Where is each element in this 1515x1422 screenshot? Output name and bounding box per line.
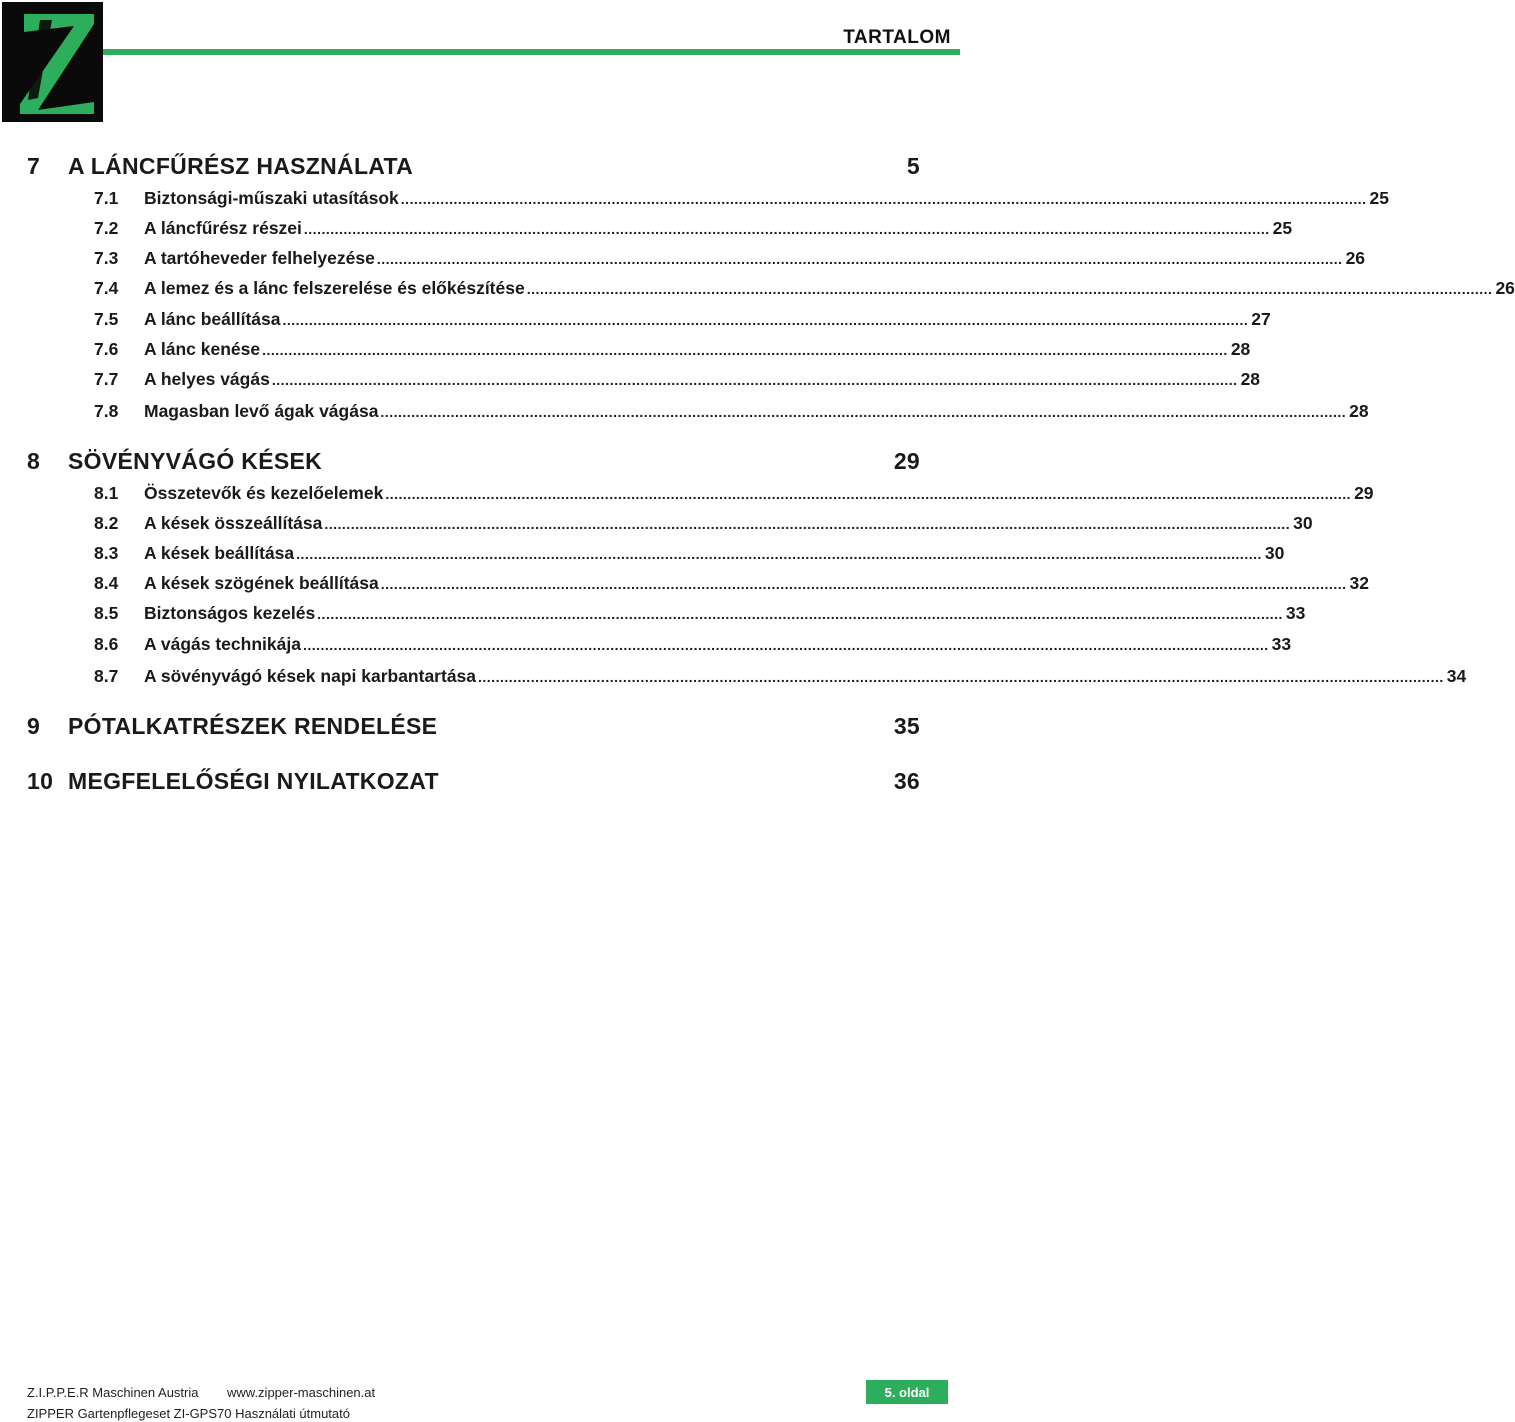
entry-number: 8.5 bbox=[94, 603, 119, 623]
entry-page: 27 bbox=[1251, 309, 1271, 329]
toc-entry[interactable] bbox=[94, 248, 1366, 272]
toc-entry[interactable] bbox=[94, 401, 1369, 425]
entry-title: A lemez és a lánc felszerelése és előkészítése bbox=[144, 278, 525, 298]
toc-entry[interactable] bbox=[94, 666, 1467, 690]
toc-chapter[interactable] bbox=[27, 713, 920, 743]
entry-page: 25 bbox=[1369, 188, 1389, 208]
footer-company: Z.I.P.P.E.R Maschinen Austria bbox=[27, 1385, 199, 1400]
entry-title: A lánc kenése bbox=[144, 339, 261, 359]
zipper-z-logo-icon bbox=[2, 2, 103, 122]
entry-title: Biztonsági-műszaki utasítások bbox=[144, 188, 399, 208]
toc-entry[interactable] bbox=[94, 573, 1369, 597]
entry-page: 33 bbox=[1271, 634, 1292, 654]
dot-leader: ............................................................................................................................................................................................................................ bbox=[317, 606, 1283, 622]
entry-number: 8.1 bbox=[94, 483, 119, 503]
entry-title: Biztonságos kezelés bbox=[144, 603, 316, 623]
entry-page: 30 bbox=[1264, 543, 1285, 563]
entry-title: A kések szögének beállítása bbox=[144, 573, 379, 593]
entry-number: 8.3 bbox=[94, 543, 119, 563]
toc-entry[interactable] bbox=[94, 188, 1389, 212]
entry-page: 29 bbox=[1354, 483, 1374, 503]
chapter-number: 7 bbox=[27, 153, 41, 179]
page-title: TARTALOM bbox=[843, 27, 951, 48]
toc-chapter[interactable] bbox=[27, 448, 920, 478]
toc-entry[interactable] bbox=[94, 483, 1374, 507]
chapter-title: SÖVÉNYVÁGÓ KÉSEK bbox=[68, 448, 323, 474]
entry-page: 26 bbox=[1345, 248, 1366, 268]
entry-page: 28 bbox=[1349, 401, 1369, 421]
chapter-title: MEGFELELŐSÉGI NYILATKOZAT bbox=[68, 768, 439, 794]
chapter-number: 10 bbox=[27, 768, 54, 794]
dot-leader: ............................................................................................................................................................................................................................ bbox=[376, 251, 1343, 267]
chapter-page: 36 bbox=[893, 768, 920, 794]
toc-entry[interactable] bbox=[94, 634, 1292, 658]
entry-page: 26 bbox=[1495, 278, 1515, 298]
dot-leader: ............................................................................................................................................................................................................................ bbox=[380, 576, 1347, 592]
entry-page: 32 bbox=[1349, 573, 1369, 593]
dot-leader: ............................................................................................................................................................................................................................ bbox=[296, 546, 1262, 562]
entry-number: 7.5 bbox=[94, 309, 119, 329]
dot-leader: ............................................................................................................................................................................................................................ bbox=[380, 404, 1347, 420]
entry-number: 7.1 bbox=[94, 188, 119, 208]
entry-title: A kések összeállítása bbox=[144, 513, 323, 533]
dot-leader: ............................................................................................................................................................................................................................ bbox=[303, 221, 1270, 237]
entry-page: 25 bbox=[1272, 218, 1293, 238]
chapter-page: 5 bbox=[906, 153, 920, 179]
chapter-number: 9 bbox=[27, 713, 41, 739]
dot-leader: ............................................................................................................................................................................................................................ bbox=[385, 486, 1352, 502]
dot-leader: ............................................................................................................................................................................................................................ bbox=[262, 342, 1228, 358]
chapter-title: PÓTALKATRÉSZEK RENDELÉSE bbox=[68, 713, 438, 739]
entry-number: 7.3 bbox=[94, 248, 119, 268]
toc-entry[interactable] bbox=[94, 218, 1293, 242]
entry-title: Magasban levő ágak vágása bbox=[144, 401, 379, 421]
footer-manual-title: ZIPPER Gartenpflegeset ZI-GPS70 Használati útmutató bbox=[27, 1406, 350, 1421]
toc-entry[interactable] bbox=[94, 278, 1515, 302]
footer-website[interactable]: www.zipper-maschinen.at bbox=[227, 1385, 376, 1400]
toc-entry[interactable] bbox=[94, 513, 1313, 537]
header-rule bbox=[103, 49, 960, 55]
entry-title: A kések beállítása bbox=[144, 543, 295, 563]
toc-chapter[interactable] bbox=[27, 153, 920, 183]
toc-chapter[interactable] bbox=[27, 768, 920, 798]
toc-entry[interactable] bbox=[94, 603, 1306, 627]
entry-number: 7.8 bbox=[94, 401, 119, 421]
dot-leader: ............................................................................................................................................................................................................................ bbox=[324, 516, 1291, 532]
entry-page: 30 bbox=[1293, 513, 1313, 533]
entry-title: A helyes vágás bbox=[144, 369, 270, 389]
entry-number: 8.4 bbox=[94, 573, 119, 593]
entry-title: A láncfűrész részei bbox=[144, 218, 302, 238]
entry-title: A tartóheveder felhelyezése bbox=[144, 248, 375, 268]
entry-title: A vágás technikája bbox=[144, 634, 301, 654]
entry-number: 7.6 bbox=[94, 339, 119, 359]
toc-entry[interactable] bbox=[94, 339, 1251, 363]
entry-number: 8.6 bbox=[94, 634, 119, 654]
entry-page: 34 bbox=[1446, 666, 1467, 686]
dot-leader: ............................................................................................................................................................................................................................ bbox=[526, 281, 1493, 297]
entry-number: 7.7 bbox=[94, 369, 119, 389]
entry-number: 8.2 bbox=[94, 513, 119, 533]
entry-page: 28 bbox=[1230, 339, 1251, 359]
dot-leader: ............................................................................................................................................................................................................................ bbox=[282, 312, 1249, 328]
entry-number: 8.7 bbox=[94, 666, 119, 686]
dot-leader: ............................................................................................................................................................................................................................ bbox=[271, 372, 1238, 388]
entry-page: 33 bbox=[1285, 603, 1306, 623]
entry-number: 7.2 bbox=[94, 218, 119, 238]
page-number-badge: 5. oldal bbox=[866, 1380, 948, 1404]
chapter-page: 29 bbox=[893, 448, 920, 474]
entry-title: A lánc beállítása bbox=[144, 309, 281, 329]
dot-leader: ............................................................................................................................................................................................................................ bbox=[400, 191, 1367, 207]
chapter-page: 35 bbox=[893, 713, 920, 739]
entry-title: A sövényvágó kések napi karbantartása bbox=[144, 666, 477, 686]
toc-entry[interactable] bbox=[94, 369, 1261, 393]
chapter-number: 8 bbox=[27, 448, 41, 474]
entry-page: 28 bbox=[1240, 369, 1261, 389]
zipper-logo bbox=[2, 2, 103, 122]
entry-number: 7.4 bbox=[94, 278, 119, 298]
dot-leader: ............................................................................................................................................................................................................................ bbox=[478, 669, 1444, 685]
toc-entry[interactable] bbox=[94, 309, 1271, 333]
entry-title: Összetevők és kezelőelemek bbox=[144, 483, 384, 503]
dot-leader: ............................................................................................................................................................................................................................ bbox=[302, 637, 1269, 653]
chapter-title: A LÁNCFŰRÉSZ HASZNÁLATA bbox=[68, 153, 414, 179]
toc-entry[interactable] bbox=[94, 543, 1285, 567]
